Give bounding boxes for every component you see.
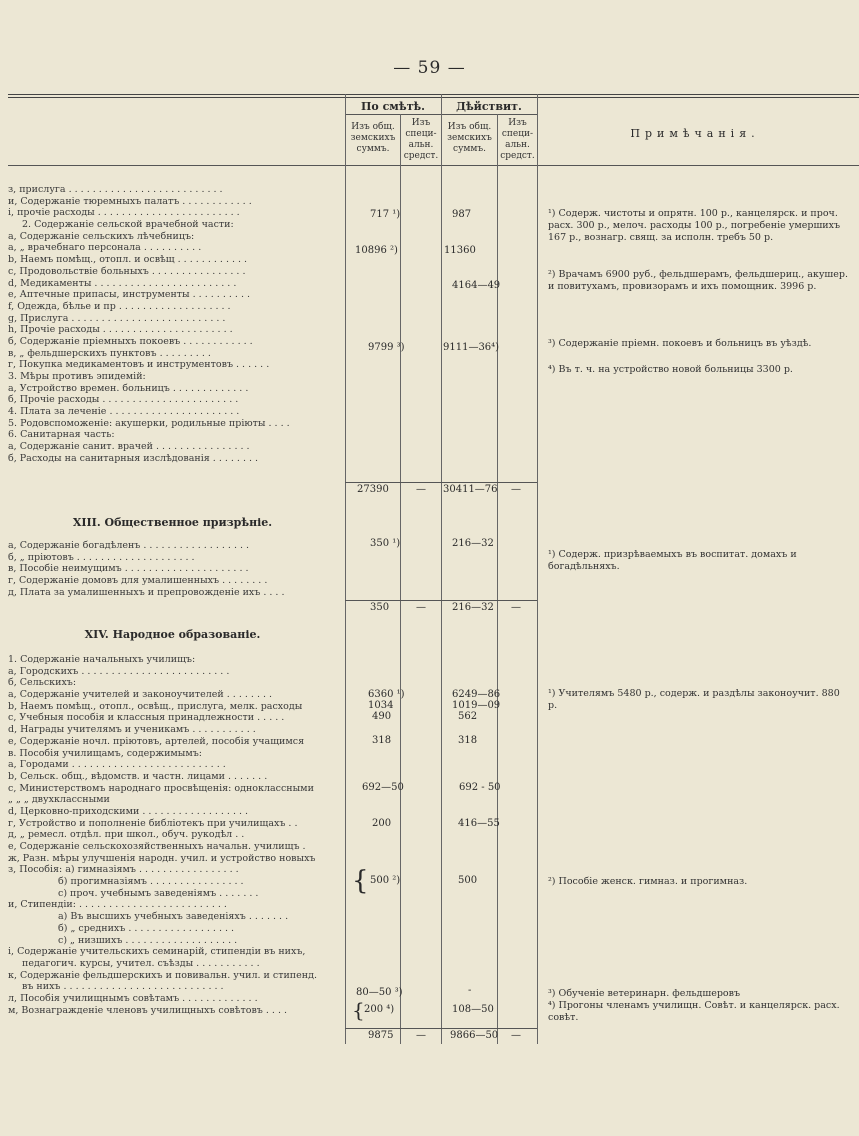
header-zemsk-1: Изъ общ. земскихъ суммъ.	[350, 122, 396, 154]
row-item: педагогич. курсы, учител. съѣзды . . . . . . . . . . .	[22, 957, 260, 969]
s1-total-rule	[345, 482, 537, 483]
row-item: и, Содержаніе тюремныхъ палатъ . . . . . . . . . . . .	[8, 195, 252, 207]
header-deistvit: Дѣйствит.	[456, 100, 522, 113]
row-item: з, прислуга . . . . . . . . . . . . . . . . . . . . . . . . . .	[8, 184, 223, 195]
value-108: 108—50	[452, 1004, 494, 1015]
total-s13-spec: —	[416, 602, 426, 613]
col-line-5	[537, 94, 538, 1044]
row-item: в, „ фельдшерскихъ пунктовъ . . . . . . . . .	[8, 347, 211, 359]
header-notes: Примѣчанія.	[630, 127, 760, 140]
row-item: 1. Содержаніе начальныхъ училищъ:	[8, 654, 196, 665]
row-item: б, Содержаніе пріемныхъ покоевъ . . . . . . . . . . . .	[8, 335, 253, 347]
row-item: а, „ врачебнаго персонала . . . . . . . . . .	[8, 242, 202, 254]
note-s14-1: ¹) Учителямъ 5480 р., содерж. и раздѣлы законоучит. 880 р.	[548, 688, 840, 711]
total-s1-smeta: 27390	[357, 484, 389, 495]
row-item: е, Содержаніе сельскохозяйственныхъ начальн. училищъ .	[8, 841, 306, 852]
value-318a: 318	[372, 735, 392, 746]
value-216: 216—32	[452, 538, 494, 549]
row-item: а, Содержаніе санит. врачей . . . . . . . . . . . . . . . .	[8, 441, 250, 453]
top-rule	[8, 94, 859, 95]
row-item: с) проч. учебнымъ заведеніямъ . . . . . . .	[58, 887, 259, 899]
row-item: б) „ среднихъ . . . . . . . . . . . . . . . . . .	[58, 922, 235, 934]
row-item: б) прогимназіямъ . . . . . . . . . . . . . . . .	[58, 876, 244, 888]
header-spec-2: Изъ специ-альн. средст.	[500, 118, 535, 161]
value-dash: -	[468, 985, 472, 996]
row-item: b, Наемъ помѣщ., отопл. и освѣщ . . . . . . . . . . . .	[8, 254, 248, 266]
s14-total-rule	[345, 1028, 537, 1029]
page-number: — 59 —	[393, 58, 466, 78]
total-s14-deist-spec: —	[511, 1030, 521, 1041]
row-item: с) „ низшихъ . . . . . . . . . . . . . . . . . . .	[58, 934, 238, 946]
total-s1-spec: —	[416, 484, 426, 495]
row-item: в. Пособія училищамъ, содержимымъ:	[8, 747, 202, 759]
value-6360: 6360 ¹)	[368, 689, 405, 700]
row-item: б, Расходы на санитарныя изслѣдованія . . . . . . . .	[8, 452, 259, 464]
note-s14-2: ²) Пособіе женск. гимназ. и прогимназ.	[548, 876, 748, 887]
row-item: а, Содержаніе сельскихъ лѣчебницъ:	[8, 230, 195, 242]
col-line-2	[400, 114, 401, 1044]
col-line-4	[497, 114, 498, 1044]
row-item: b, Наемъ помѣщ., отопл., освѣщ., прислуга, мелк. расходы	[8, 700, 303, 712]
row-item: „ „ „ двухклассными	[8, 794, 110, 806]
note-s14-4: ⁴) Прогоны членамъ училищн. Совѣт. и канцелярск. расх. совѣт.	[548, 1000, 840, 1023]
row-item: л, Пособія училищнымъ совѣтамъ . . . . . . . . . . . . .	[8, 992, 258, 1004]
value-490: 490	[372, 711, 392, 722]
total-s1-deist: 30411—76	[443, 484, 498, 495]
note-s1-4: ⁴) Въ т. ч. на устройство новой больницы 3300 р.	[548, 364, 793, 375]
section14-title: XIV. Народное образованіе.	[84, 628, 261, 641]
row-item: e, Содержаніе ночл. пріютовъ, артелей, пособія учащимся	[8, 735, 305, 747]
row-item: 2. Содержаніе сельской врачебной части:	[22, 219, 234, 231]
row-item: і, Содержаніе учительскихъ семинарій, стипендіи въ нихъ,	[8, 946, 306, 958]
row-item: а, Устройство времен. больницъ . . . . . . . . . . . . .	[8, 382, 249, 394]
header-spec-1: Изъ специ-альн. средст.	[403, 118, 439, 161]
row-item: а, Содержаніе учителей и законоучителей . . . . . . . .	[8, 689, 273, 701]
total-s14-deist: 9866—50	[450, 1030, 499, 1041]
total-s13-deist-spec: —	[511, 602, 521, 613]
section1-items	[8, 184, 343, 465]
col-line-1	[345, 94, 346, 1044]
value-500a: 500 ²)	[370, 875, 401, 886]
row-item: з, Пособія: а) гимназіямъ . . . . . . . . . . . . . . . . .	[8, 864, 239, 876]
row-item: б, Прочіе расходы . . . . . . . . . . . . . . . . . . . . . . .	[8, 394, 239, 406]
row-item: б, „ пріютовъ . . . . . . . . . . . . . . . . . . . .	[8, 551, 195, 563]
total-s1-deist-spec: —	[511, 484, 521, 495]
note-s1-2: ²) Врачамъ 6900 руб., фельдшерамъ, фельдшериц., акушер. и повитухамъ, провизорамъ и ихъ помощник. 3996 р.	[548, 269, 848, 292]
header-smeta: По смѣтѣ.	[361, 100, 425, 113]
brace-gymn: {	[352, 866, 369, 896]
header-bottom-rule	[8, 165, 859, 166]
row-item: d, Награды учителямъ и ученикамъ . . . . . . . . . . .	[8, 724, 256, 736]
section13-title: XIII. Общественное призрѣніе.	[72, 516, 273, 529]
row-item: б, Сельскихъ:	[8, 677, 77, 689]
row-item: d, Медикаменты . . . . . . . . . . . . . . . . . . . . . . . .	[8, 277, 237, 289]
row-item: c, Продовольствіе больныхъ . . . . . . . . . . . . . . . .	[8, 265, 246, 277]
value-6249: 6249—86	[452, 689, 501, 700]
row-item: к, Содержаніе фельдшерскихъ и повивальн. учил. и стипенд.	[8, 969, 317, 981]
note-s13-1: ¹) Содерж. призрѣваемыхъ въ воспитат. домахъ и богадѣльняхъ.	[548, 549, 797, 572]
row-item: ж, Разн. мѣры улучшенія народн. учил. и устройство новыхъ	[8, 852, 316, 864]
row-item: а, Содержаніе богадѣленъ . . . . . . . . . . . . . . . . . .	[8, 540, 250, 551]
row-item: а, Городскихъ . . . . . . . . . . . . . . . . . . . . . . . . .	[8, 665, 230, 677]
value-717: 717 ¹)	[370, 209, 401, 220]
row-item: 3. Мѣры противъ эпидемій:	[8, 371, 146, 382]
row-item: b, Сельск. общ., вѣдомств. и частн. лицами . . . . . . .	[8, 770, 268, 782]
row-item: г, Содержаніе домовъ для умалишенныхъ . . . . . . . .	[8, 575, 268, 587]
section14-items	[8, 654, 343, 1016]
section13-items	[8, 540, 343, 598]
row-item: м, Вознагражденіе членовъ училищныхъ совѣтовъ . . . .	[8, 1004, 288, 1016]
row-item: д, Плата за умалишенныхъ и препровожденіе ихъ . . . .	[8, 586, 285, 598]
row-item: c, Учебныя пособія и классныя принадлежности . . . . .	[8, 712, 285, 724]
value-416: 416—55	[458, 818, 500, 829]
value-318b: 318	[458, 735, 478, 746]
value-200: 200	[372, 818, 392, 829]
row-item: h, Прочіе расходы . . . . . . . . . . . . . . . . . . . . . .	[8, 324, 233, 336]
row-item: і, прочіе расходы . . . . . . . . . . . . . . . . . . . . . . . .	[8, 207, 240, 219]
total-s14-spec: —	[416, 1030, 426, 1041]
s13-total-rule	[345, 600, 537, 601]
value-500b: 500	[458, 875, 478, 886]
note-s1-1: ¹) Содерж. чистоты и опрятн. 100 р., канцелярск. и проч. расх. 300 р., мелоч. расходы 100 р., погребеніе умершихъ 167 р., вознагр. свящ. за исполн. требъ 50 р.	[548, 208, 841, 243]
value-11360: 11360	[444, 245, 476, 256]
value-80: 80—50 ³)	[356, 987, 403, 998]
row-item: 5. Родовспоможеніе: акушерки, родильные пріюты . . . .	[8, 417, 290, 429]
brace-sovet: {	[352, 998, 365, 1022]
value-350: 350 ¹)	[370, 538, 401, 549]
value-9111: 9111—36⁴)	[443, 342, 500, 353]
value-4164: 4164—49	[452, 280, 501, 291]
row-item: а) Въ высшихъ учебныхъ заведеніяхъ . . . . . . .	[58, 911, 289, 923]
total-s13-smeta: 350	[370, 602, 390, 613]
row-item: въ нихъ . . . . . . . . . . . . . . . . . . . . . . . . . . .	[22, 981, 224, 993]
top-rule-double	[8, 97, 859, 98]
col-line-3	[441, 94, 442, 1044]
row-item: e, Аптечные припасы, инструменты . . . . . . . . . .	[8, 289, 251, 301]
row-item: 4. Плата за леченіе . . . . . . . . . . . . . . . . . . . . . .	[8, 406, 240, 418]
header-zemsk-2: Изъ общ. земскихъ суммъ.	[447, 122, 492, 154]
value-1034: 1034	[368, 700, 394, 711]
row-item: а, Городами . . . . . . . . . . . . . . . . . . . . . . . . . .	[8, 759, 226, 771]
value-10896: 10896 ²)	[355, 245, 398, 256]
row-item: c, Министерствомъ народнаго просвѣщенія: одноклассными	[8, 782, 314, 794]
value-9799: 9799 ³)	[368, 342, 405, 353]
total-s14-smeta: 9875	[368, 1030, 394, 1041]
row-item: f, Одежда, бѣлье и пр . . . . . . . . . . . . . . . . . . .	[8, 300, 231, 312]
value-1019: 1019—09	[452, 700, 501, 711]
row-item: d, Церковно-приходскими . . . . . . . . . . . . . . . . . .	[8, 805, 249, 817]
value-692b: 692 - 50	[459, 782, 501, 793]
row-item: г, Покупка медикаментовъ и инструментовъ . . . . . .	[8, 359, 270, 371]
row-item: в, Пособіе неимущимъ . . . . . . . . . . . . . . . . . . . . .	[8, 563, 249, 575]
row-item: г, Устройство и пополненіе библіотекъ при училищахъ . .	[8, 817, 298, 829]
row-item: g, Прислуга . . . . . . . . . . . . . . . . . . . . . . . . . .	[8, 312, 226, 324]
total-s13-deist: 216—32	[452, 602, 494, 613]
value-692a: 692—50	[362, 782, 404, 793]
row-item: и, Стипендіи: . . . . . . . . . . . . . . . . . . . . . . . . .	[8, 899, 227, 911]
value-562: 562	[458, 711, 478, 722]
row-item: 6. Санитарная часть:	[8, 429, 115, 441]
note-s14-3: ³) Обученіе ветеринарн. фельдшеровъ	[548, 988, 741, 999]
row-item: д, „ ремесл. отдѣл. при школ., обуч. рукодѣл . .	[8, 829, 245, 841]
note-s1-3: ³) Содержаніе пріемн. покоевъ и больницъ въ уѣздѣ.	[548, 338, 812, 349]
value-200b: 200 ⁴)	[364, 1004, 395, 1015]
value-987: 987	[452, 209, 472, 220]
